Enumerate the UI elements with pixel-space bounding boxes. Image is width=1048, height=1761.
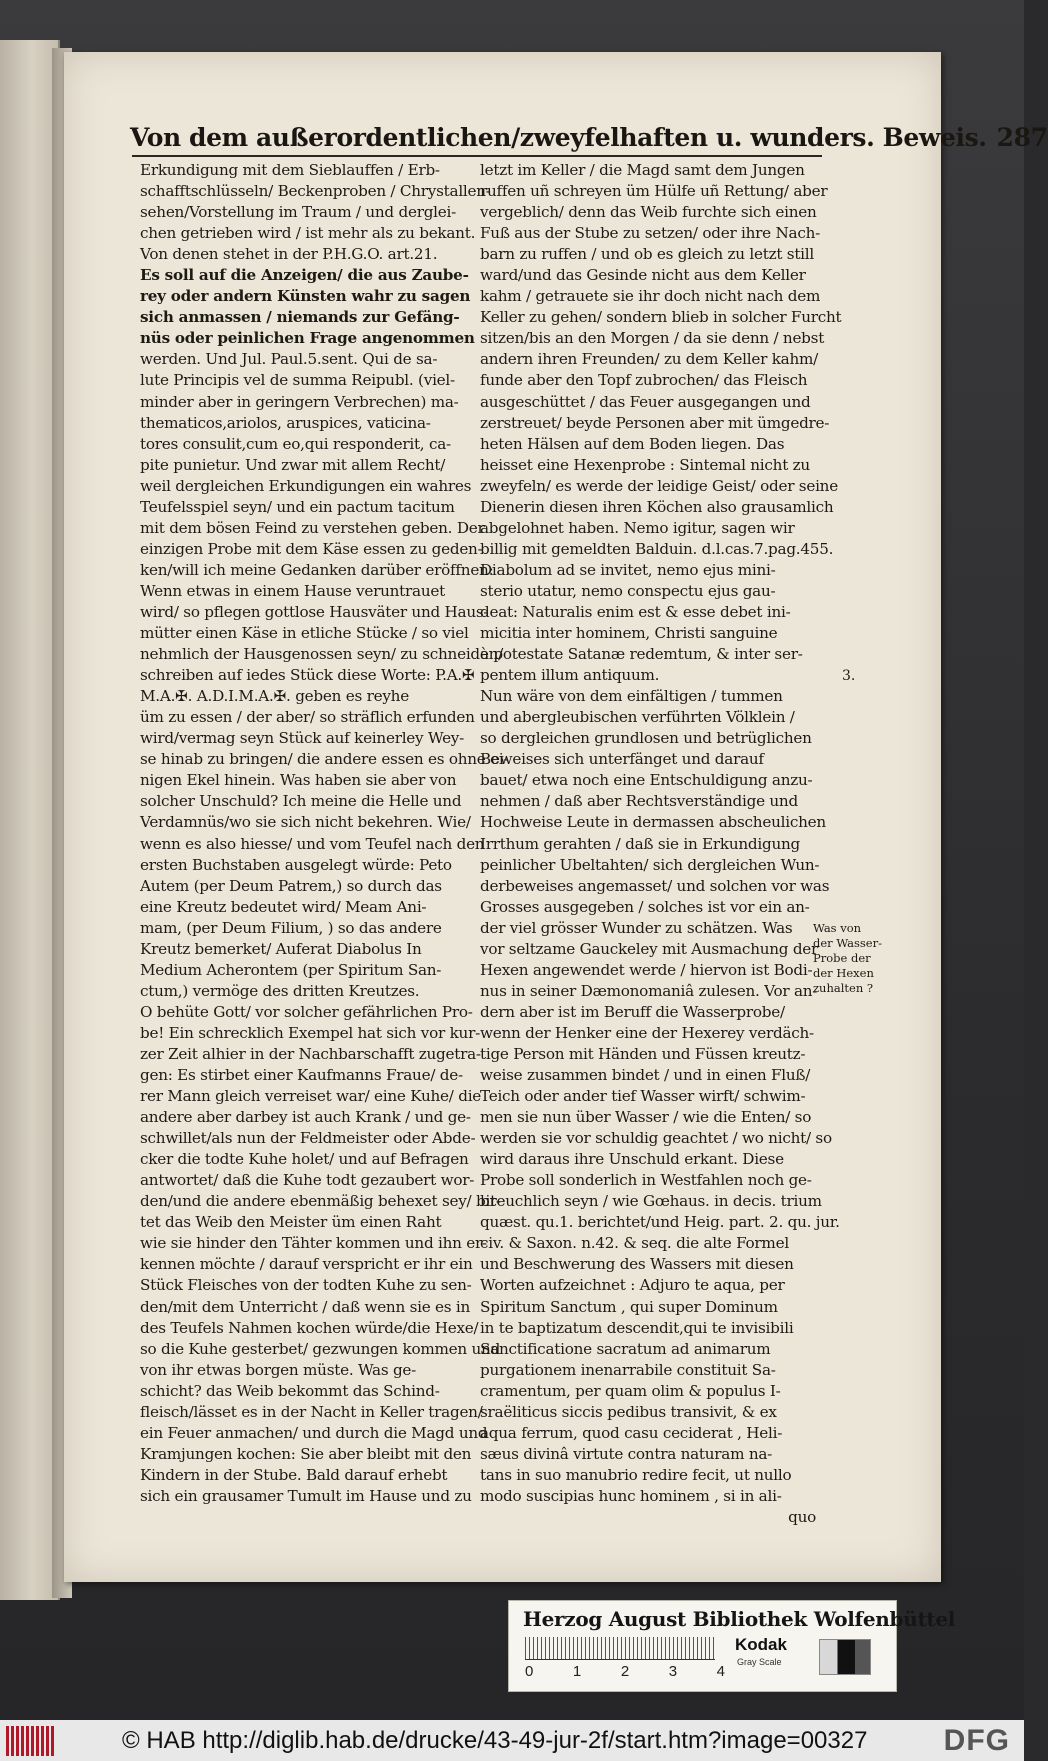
text-line: Beweises sich unterfänget und darauf <box>480 750 764 769</box>
text-line: Medium Acherontem (per Spiritum San- <box>140 960 442 979</box>
text-line: billig mit gemeldten Balduin. d.l.cas.7.pag.455. <box>480 539 834 558</box>
margin-note <box>813 921 893 996</box>
text-line: sterio utatur, nemo conspectu ejus gau- <box>480 581 776 600</box>
text-line: Spiritum Sanctum , qui super Dominum <box>480 1297 778 1316</box>
text-line: deat: Naturalis enim est & esse debet ini- <box>480 602 791 621</box>
text-line: Keller zu gehen/ sondern blieb in solcher Furcht <box>480 308 842 327</box>
text-line: breuchlich seyn / wie Gœhaus. in decis. trium <box>480 1192 822 1211</box>
footer-bar <box>0 1720 1024 1761</box>
margin-section-number: 3. <box>842 668 856 684</box>
gray-scale-swatch <box>819 1639 871 1675</box>
text-line: heisset eine Hexenprobe : Sintemal nicht zu <box>480 455 810 474</box>
text-line: wird/vermag seyn Stück auf keinerley Wey- <box>140 729 465 748</box>
text-line: men sie nun über Wasser / wie die Enten/ so <box>480 1108 812 1127</box>
head-rule <box>132 155 822 157</box>
library-color-card <box>508 1600 956 1692</box>
text-line: tige Person mit Händen und Füssen kreutz- <box>480 1044 806 1063</box>
margin-note-line: der Hexen <box>813 966 874 980</box>
text-line: kahm / getrauete sie ihr doch nicht nach dem <box>480 287 821 306</box>
footer-citation-link[interactable]: © HAB http://diglib.hab.de/drucke/43-49-jur-2f/start.htm?image=00327 <box>122 1726 868 1754</box>
text-line: aqua ferrum, quod casu ceciderat , Heli- <box>480 1423 783 1442</box>
text-line: dern aber ist im Beruff die Wasserprobe/ <box>480 1002 785 1021</box>
hab-logo-icon <box>6 1726 56 1756</box>
text-line: schreiben auf iedes Stück diese Worte: P.A.✠ <box>140 666 475 685</box>
text-line: mam, (per Deum Filium, ) so das andere <box>140 918 442 937</box>
text-line: sraëliticus siccis pedibus transivit, & ex <box>480 1402 777 1421</box>
ruler-numbers <box>525 1663 725 1680</box>
text-line: von ihr etwas borgen müste. Was ge- <box>140 1360 417 1379</box>
text-line: zerstreuet/ beyde Personen aber mit ümgedre- <box>480 413 830 432</box>
text-line: wird/ so pflegen gottlose Hausväter und Haus- <box>140 602 489 621</box>
text-line: chen getrieben wird / ist mehr als zu bekant. <box>140 224 476 243</box>
text-line: Probe soll sonderlich in Westfahlen noch ge- <box>480 1171 812 1190</box>
running-title: Von dem außerordentlichen/zweyfelhaften u. wunders. Beweis. <box>130 123 987 152</box>
text-line: schafftschlüsseln/ Beckenproben / Chrystallen- <box>140 182 491 201</box>
text-line: rer Mann gleich verreiset war/ eine Kuhe/ die <box>140 1087 482 1106</box>
text-line: ward/und das Gesinde nicht aus dem Keller <box>480 266 806 285</box>
text-line: den/mit dem Unterricht / daß wenn sie es in <box>140 1297 471 1316</box>
text-line: Stück Fleisches von der todten Kuhe zu sen- <box>140 1276 472 1295</box>
ruler-number: 3 <box>668 1663 678 1680</box>
text-line: zer Zeit alhier in der Nachbarschafft zugetra- <box>140 1044 481 1063</box>
text-line: wenn es also hiesse/ und vom Teufel nach den <box>140 834 485 853</box>
text-line: pite punietur. Und zwar mit allem Recht/ <box>140 455 446 474</box>
text-line: nüs oder peinlichen Frage angenommen <box>140 329 475 348</box>
text-line: nehmen / daß aber Rechtsverständige und <box>480 792 798 811</box>
text-line: den/und die andere ebenmäßig behexet sey/ bit- <box>140 1192 501 1211</box>
text-line: einzigen Probe mit dem Käse essen zu geden- <box>140 539 483 558</box>
text-line: kennen möchte / darauf verspricht er ihr ein <box>140 1255 473 1274</box>
text-line: Es soll auf die Anzeigen/ die aus Zaube- <box>140 266 469 285</box>
text-line: Wenn etwas in einem Hause veruntrauet <box>140 581 445 600</box>
text-line: Worten aufzeichnet : Adjuro te aqua, per <box>480 1276 785 1295</box>
scale-ruler <box>525 1637 715 1660</box>
ruler-number: 4 <box>716 1663 725 1680</box>
text-line: fleisch/lässet es in der Nacht in Keller tragen/ <box>140 1402 483 1421</box>
text-line: ruffen uñ schreyen üm Hülfe uñ Rettung/ aber <box>480 182 828 201</box>
facing-page-edge <box>0 40 60 1600</box>
text-line: abgelohnet haben. Nemo igitur, sagen wir <box>480 518 795 537</box>
text-line: funde aber den Topf zubrochen/ das Fleisch <box>480 371 808 390</box>
text-line: sitzen/bis an den Morgen / da sie denn / nebst <box>480 329 825 348</box>
text-line: ein Feuer anmachen/ und durch die Magd und <box>140 1423 488 1442</box>
text-line: der viel grösser Wunder zu schätzen. Was <box>480 918 793 937</box>
text-line: weise zusammen bindet / und in einen Fluß/ <box>480 1066 811 1085</box>
text-line: M.A.✠. A.D.I.M.A.✠. geben es reyhe <box>140 687 409 706</box>
text-line: Verdamnüs/wo sie sich nicht bekehren. Wie/ <box>140 813 471 832</box>
text-line: be! Ein schrecklich Exempel hat sich vor kur- <box>140 1023 480 1042</box>
text-line: Teufelsspiel seyn/ und ein pactum tacitum <box>140 497 455 516</box>
text-line: andern ihren Freunden/ zu dem Keller kahm/ <box>480 350 819 369</box>
text-line: schicht? das Weib bekommt das Schind- <box>140 1381 440 1400</box>
text-line: barn zu ruffen / und ob es gleich zu letzt still <box>480 245 814 264</box>
margin-note-line: der Wasser- <box>813 936 882 950</box>
text-line: nus in seiner Dæmonomaniâ zulesen. Vor an- <box>480 981 818 1000</box>
text-line: Autem (per Deum Patrem,) so durch das <box>140 876 442 895</box>
ruler-number: 2 <box>620 1663 630 1680</box>
ruler-number: 0 <box>525 1663 534 1680</box>
text-line: solcher Unschuld? Ich meine die Helle und <box>140 792 462 811</box>
text-line: peinlicher Ubeltahten/ sich dergleichen Wun- <box>480 855 820 874</box>
text-line: Diabolum ad se invitet, nemo ejus mini- <box>480 560 776 579</box>
text-line: werden sie vor schuldig geachtet / wo nicht/ so <box>480 1129 832 1148</box>
text-line: üm zu essen / der aber/ so sträflich erfunden <box>140 708 475 727</box>
text-line: bauet/ etwa noch eine Entschuldigung anzu- <box>480 771 813 790</box>
text-line: Hexen angewendet werde / hiervon ist Bodi- <box>480 960 813 979</box>
text-line: in te baptizatum descendit,qui te invisibili <box>480 1318 794 1337</box>
text-line: cramentum, per quam olim & populus I- <box>480 1381 781 1400</box>
text-line: Dienerin diesen ihren Köchen also grausamlich <box>480 497 834 516</box>
text-line: wie sie hinder den Tähter kommen und ihn er- <box>140 1234 487 1253</box>
text-line: rey oder andern Künsten wahr zu sagen <box>140 287 471 306</box>
text-line: cker die todte Kuhe holet/ und auf Befragen <box>140 1150 469 1169</box>
text-line: nehmlich der Hausgenossen seyn/ zu schneiden/ <box>140 645 504 664</box>
margin-note-line: Was von <box>813 921 862 935</box>
text-line: Fuß aus der Stube zu setzen/ oder ihre Nach- <box>480 224 821 243</box>
text-line: derbeweises angemasset/ und solchen vor was <box>480 876 830 895</box>
text-line: civ. & Saxon. n.42. & seq. die alte Formel <box>480 1234 789 1253</box>
text-line: ersten Buchstaben ausgelegt würde: Peto <box>140 855 452 874</box>
text-line: eine Kreutz bedeutet wird/ Meam Ani- <box>140 897 427 916</box>
text-line: Nun wäre von dem einfältigen / tummen <box>480 687 783 706</box>
text-line: lute Principis vel de summa Reipubl. (viel- <box>140 371 455 390</box>
text-line: Teich oder ander tief Wasser wirft/ schwim- <box>480 1087 806 1106</box>
text-line: schwillet/als nun der Feldmeister oder Abde- <box>140 1129 476 1148</box>
text-line: Kramjungen kochen: Sie aber bleibt mit den <box>140 1444 472 1463</box>
library-name: Herzog August Bibliothek Wolfenbüttel <box>523 1607 956 1631</box>
text-line: O behüte Gott/ vor solcher gefährlichen Pro- <box>140 1002 473 1021</box>
text-line: tans in suo manubrio redire fecit, ut nullo <box>480 1465 792 1484</box>
text-line: so dergleichen grundlosen und betrüglichen <box>480 729 812 748</box>
text-line: Erkundigung mit dem Sieblauffen / Erb- <box>140 161 440 179</box>
text-line: wird daraus ihre Unschuld erkant. Diese <box>480 1150 784 1169</box>
grayscale-label: Gray Scale <box>737 1657 782 1667</box>
text-line: gen: Es stirbet einer Kaufmanns Fraue/ de- <box>140 1066 463 1085</box>
text-line: ctum,) vermöge des dritten Kreutzes. <box>140 981 420 1000</box>
text-line: thematicos,ariolos, aruspices, vaticina- <box>140 413 431 432</box>
text-line: so die Kuhe gesterbet/ gezwungen kommen und <box>140 1339 501 1358</box>
text-line: und Beschwerung des Wassers mit diesen <box>480 1255 794 1274</box>
text-line: Kindern in der Stube. Bald darauf erhebt <box>140 1465 448 1484</box>
text-line: vor seltzame Gauckeley mit Ausmachung der <box>480 939 819 958</box>
text-line: heten Hälsen auf dem Boden liegen. Das <box>480 434 785 453</box>
text-line: sehen/Vorstellung im Traum / und derglei- <box>140 203 457 222</box>
text-line: mütter einen Käse in etliche Stücke / so viel <box>140 624 469 643</box>
text-line: sich anmassen / niemands zur Gefäng- <box>140 308 460 327</box>
text-line: quo <box>788 1508 816 1526</box>
kodak-label: Kodak <box>735 1635 787 1654</box>
text-line: ken/will ich meine Gedanken darüber eröffnen: <box>140 560 494 579</box>
text-line: Von denen stehet in der P.H.G.O. art.21. <box>140 245 438 264</box>
margin-note-line: zuhalten ? <box>813 981 874 995</box>
text-line: Hochweise Leute in dermassen abscheulichen <box>480 813 826 832</box>
margin-note-line: Probe der <box>813 951 871 965</box>
text-line: letzt im Keller / die Magd samt dem Jungen <box>480 161 805 179</box>
text-line: mit dem bösen Feind zu verstehen geben. Der <box>140 518 485 537</box>
running-head <box>130 112 1048 152</box>
text-line: micitia inter hominem, Christi sanguine <box>480 624 778 643</box>
text-line: ausgeschüttet / das Feuer ausgegangen und <box>480 392 811 411</box>
text-line: minder aber in geringern Verbrechen) ma- <box>140 392 459 411</box>
text-line: nigen Ekel hinein. Was haben sie aber von <box>140 771 457 790</box>
text-line: andere aber darbey ist auch Krank / und ge- <box>140 1108 471 1127</box>
ruler-number: 1 <box>572 1663 582 1680</box>
text-line: modo suscipias hunc hominem , si in ali- <box>480 1486 782 1505</box>
text-line: pentem illum antiquum. <box>480 666 660 685</box>
text-line: zweyfeln/ es werde der leidige Geist/ oder seine <box>480 476 838 495</box>
text-line: Irrthum gerahten / daß sie in Erkundigung <box>480 834 800 853</box>
text-column-left <box>140 160 509 1507</box>
text-line: des Teufels Nahmen kochen würde/die Hexe/ <box>140 1318 479 1337</box>
text-line: tet das Weib den Meister üm einen Raht <box>140 1213 442 1232</box>
text-line: und abergleubischen verführten Völklein / <box>480 708 795 727</box>
text-line: purgationem inenarrabile constituit Sa- <box>480 1360 776 1379</box>
text-line: sæus divinâ virtute contra naturam na- <box>480 1444 773 1463</box>
text-line: antwortet/ daß die Kuhe todt gezaubert wor- <box>140 1171 475 1190</box>
text-line: se hinab zu bringen/ die andere essen es ohne ei- <box>140 750 509 769</box>
text-line: wenn der Henker eine der Hexerey verdäch- <box>480 1023 814 1042</box>
text-line: Kreutz bemerket/ Auferat Diabolus In <box>140 939 422 958</box>
text-line: werden. Und Jul. Paul.5.sent. Qui de sa- <box>140 350 438 369</box>
text-line: quæst. qu.1. berichtet/und Heig. part. 2. qu. jur. <box>480 1213 840 1232</box>
text-line: vergeblich/ denn das Weib furchte sich einen <box>480 203 817 222</box>
text-line: sich ein grausamer Tumult im Hause und zu <box>140 1486 472 1505</box>
dfg-logo: DFG <box>943 1724 1010 1757</box>
text-line: Grosses ausgegeben / solches ist vor ein an- <box>480 897 810 916</box>
page-number: 287 <box>996 123 1048 152</box>
text-line: à potestate Satanæ redemtum, & inter ser- <box>480 645 803 664</box>
text-line: weil dergleichen Erkundigungen ein wahres <box>140 476 472 495</box>
text-line: tores consulit,cum eo,qui responderit, ca- <box>140 434 451 453</box>
text-line: Sanctificatione sacratum ad animarum <box>480 1339 771 1358</box>
